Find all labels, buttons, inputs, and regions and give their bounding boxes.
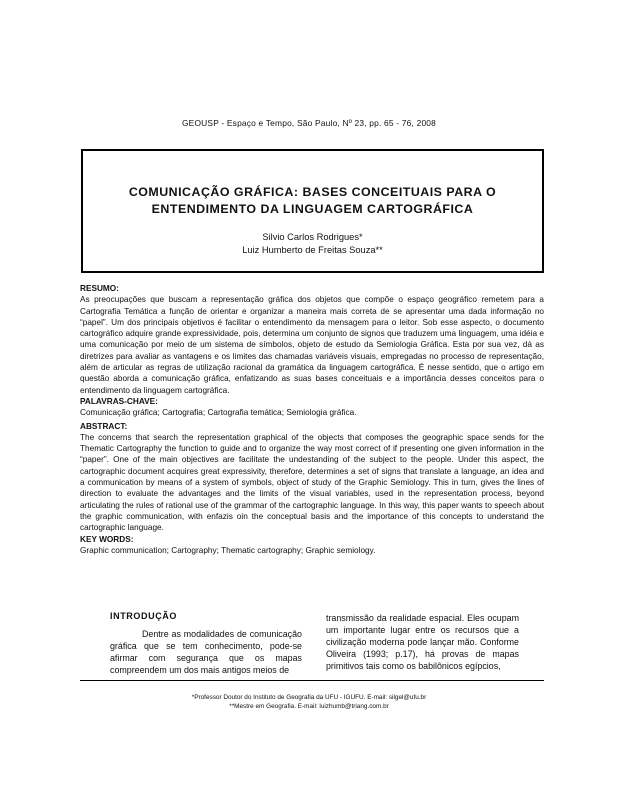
abstract-label: ABSTRACT: (80, 421, 128, 431)
resumo-text: As preocupações que buscam a representação gráfica dos objetos que compõe o espaço geográfico remetem para a Cartografia Temática a função de orientar e organizar a maneira mais correta de se apresentar uma dada informação no “papel”. Um dos principais objetivos é facilitar o entendimento da mensagem para o leitor. Sob esse aspecto, o documento cartográfico adquire grande expressividade, pois, determina um conjunto de signos que traduzem uma linguagem, uma idéia e uma comunicação por meio de um sistema de símbolos, objeto de estudo da Semiologia Gráfica. Esta por sua vez, dá as diretrizes para avaliar as vantagens e os limites das chamadas variáveis visuais, empregadas no processo de representação, além de articular as regras de utilização racional da gramática da linguagem cartográfica. É nesse sentido, que o artigo em questão aborda a comunicação gráfica, enfatizando as suas bases conceituais e a importância desses conceitos para o entendimento da linguagem cartográfica. (80, 295, 544, 395)
footnote-1: *Professor Doutor do Instituto de Geografia da UFU - IGUFU. E-mail: silgel@ufu.br (191, 694, 427, 701)
article-title (83, 184, 542, 218)
article-title-line-1: COMUNICAÇÃO GRÁFICA: BASES CONCEITUAIS PARA O (128, 185, 497, 199)
key-words-text: Graphic communication; Cartography; Thematic cartography; Graphic semiology. (80, 545, 376, 555)
footnote-divider (80, 680, 544, 681)
footnotes (0, 694, 618, 711)
abstracts-block (80, 283, 544, 556)
key-words-label: KEY WORDS: (80, 534, 134, 544)
intro-heading: INTRODUÇÃO (110, 611, 177, 621)
resumo-label: RESUMO: (80, 284, 119, 293)
intro-right-column (326, 612, 519, 672)
running-head: GEOUSP - Espaço e Tempo, São Paulo, Nº 23, pp. 65 - 76, 2008 (181, 118, 437, 128)
article-title-line-2: ENTENDIMENTO DA LINGUAGEM CARTOGRÁFICA (151, 202, 474, 216)
author-2: Luiz Humberto de Freitas Souza** (242, 244, 383, 255)
author-1: Silvio Carlos Rodrigues* (262, 232, 363, 242)
intro-left-text: Dentre as modalidades de comunicação gráfica que se tem conhecimento, pode-se afirmar com segurança que os mapas compreendem um dos mais antigos meios de (110, 629, 302, 675)
palavras-chave-text: Comunicação gráfica; Cartografia; Cartografia temática; Semiologia gráfica. (80, 408, 357, 418)
author-list (83, 231, 542, 256)
footnote-2: **Mestre em Geografia. E-mail: luizhumb@triang.com.br (229, 702, 389, 710)
title-box (81, 149, 544, 273)
intro-right-text: transmissão da realidade espacial. Eles ocupam um importante lugar entre os recursos que a civilização moderna pode lançar mão. Conforme Oliveira (1993; p.17), há provas de mapas primitivos tais como os babilônicos egípcios, (326, 613, 519, 671)
abstract-text: The concerns that search the representation graphical of the objects that composes the geographic space sends for the Thematic Cartography the function to guide and to organize the way most correct of if presenting one given information in the “paper”. One of the main objectives are facilitate the undestanding of the subject to the people. Under this aspect, the cartographic document acquires great expressivity, therefore, determines a set of signs that translate a language, an idea and a communication by means of a system of symbols, object of study of the Graphic Semiology. This in turn, gives the lines of direction to evaluate the advantages and the limits of the visual variables, used in the representation process, beyond articulating the rules of rational use of the grammar of the cartographic language. In this way, this paper wants to speech about the graphic communication, with enfazis oin the conceptual basis and the importance of this concepts to understand the cartographic language. (80, 432, 544, 533)
palavras-chave-label: PALAVRAS-CHAVE: (80, 396, 158, 406)
intro-left-column (110, 610, 302, 676)
